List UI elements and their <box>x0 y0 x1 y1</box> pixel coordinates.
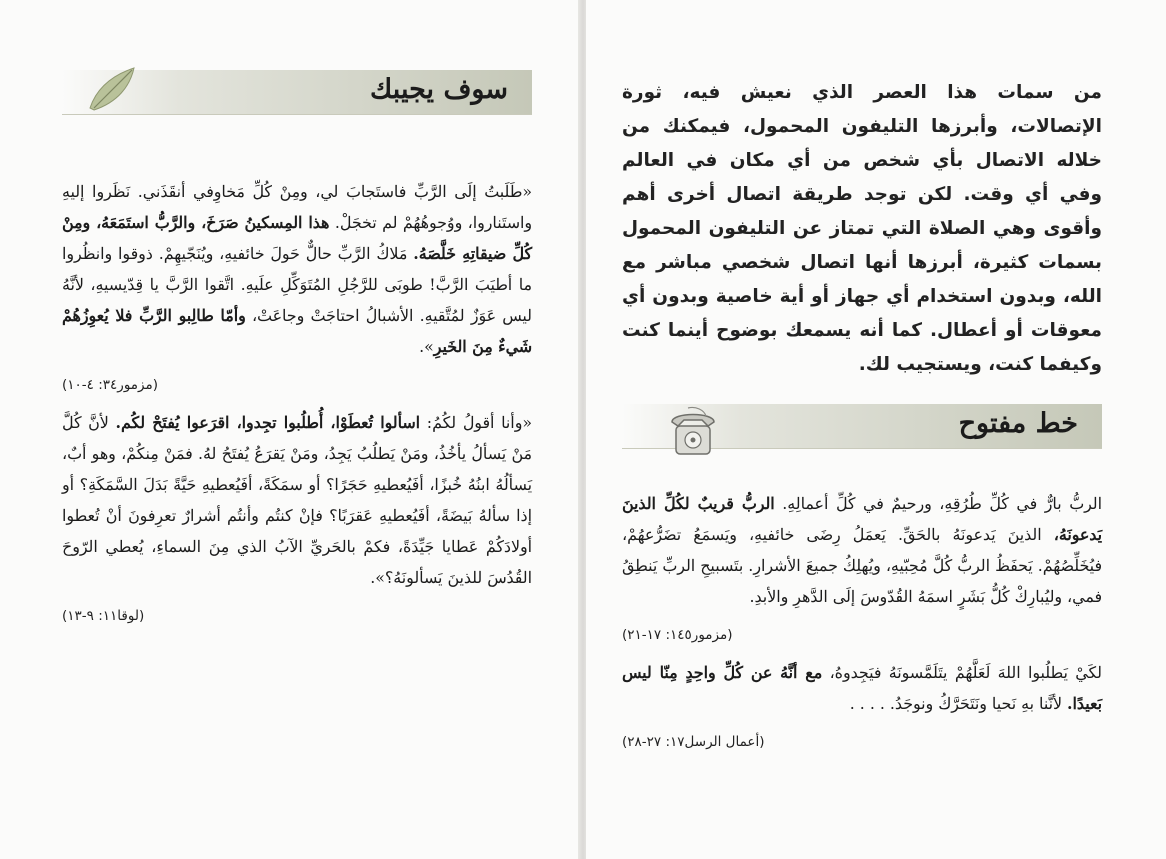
psalm-145-verse <box>622 488 1102 612</box>
left-text-column <box>62 176 532 638</box>
verse-bold-text: اسألوا تُعطَوْا، أُطلُبوا تجِدوا، اقرَعوا يُفتَحْ لكُم. <box>115 413 421 432</box>
verse-text: مَلاكُ الرَّبِّ حالٌّ حَولَ خائفيهِ، ويُنَجّيهِمْ. ذوقوا وانظُروا ما أطيَبَ الرَّبَّ! طوبَى للرَّجُلِ المُتَوَكِّلِ علَيهِ. اتَّقوا الرَّبَّ يا قِدّيسيهِ، لأنَّهُ ليس عَوَزٌ لمُتَّقيهِ. الأشبالُ احتاجَتْ وجاعَتْ، <box>62 244 532 325</box>
verse-text: الذينَ يَدعونَهُ بالحَقِّ. يَعمَلُ رِضَى خائفيهِ، ويَسمَعُ تضَرُّعهُمْ، فيُخَلِّصُهُمْ. يَحفَظُ الربُّ كُلَّ مُحِبّيهِ، ويُهلِكُ جميعَ الأشرارِ. بتَسبيحِ الربِّ يَنطِقُ فمي، وليُبارِكْ كُلُّ بَشَرٍ اسمَهُ القُدّوسَ إلَى الدَّهرِ والأبدِ. <box>622 525 1102 606</box>
right-heading: خط مفتوح <box>958 408 1078 439</box>
verse-reference: (مزمور٣٤: ٤-١٠) <box>62 377 158 393</box>
verse-text: «طَلَبتُ إلَى الرَّبِّ فاستَجابَ لي، ومِنْ كُلِّ مَخاوِفي أنقَذَني. نَظَروا إليهِ واستَناروا، ووُجوهُهُمْ لم تخجَلْ. <box>62 182 533 232</box>
luke-11-verse <box>62 407 532 593</box>
intro-paragraph: من سمات هذا العصر الذي نعيش فيه، ثورة الإتصالات، وأبرزها التليفون المحمول، فيمكنك من خلاله الاتصال بأي شخص من أي مكان في العالم وفي أي وقت. لكن توجد طريقة اتصال أخرى أهم وأقوى وهي الصلاة التي تمتاز عن التليفون المحمول بسمات كثيرة، أبرزها أنها اتصال شخصي مباشر مع الله، وبدون استخدام أي جهاز أو أية خاصية وبدون أي معوقات أو أعطال. كما أنه يسمعك بوضوح أينما كنت وكيفما كنت، ويستجيب لك. <box>622 82 1102 375</box>
verse-text: ». <box>419 337 434 356</box>
verse-text: الربُّ بارٌّ في كُلِّ طُرُقِهِ، ورحيمٌ في كُلِّ أعمالِهِ. <box>774 494 1103 513</box>
telephone-icon <box>668 404 718 458</box>
verse-reference: (مزمور١٤٥: ١٧-٢١) <box>622 627 733 643</box>
verse-bold-text: الربُّ قريبٌ لكُلِّ الذينَ يَدعونَهُ، <box>622 494 1102 544</box>
verse-reference: (لوقا١١: ٩-١٣) <box>62 608 145 624</box>
verse-reference: (أعمال الرسل١٧: ٢٧-٢٨) <box>622 734 765 750</box>
left-heading: سوف يجيبك <box>370 74 508 105</box>
verse-text: لكَيْ يَطلُبوا اللهَ لَعَلَّهُمْ يتَلَمَّسونَهُ فيَجِدوهُ، <box>822 663 1102 682</box>
left-page <box>0 0 580 859</box>
verse-text: لأنَّنا بهِ نَحيا ونَتَحَرَّكُ ونوجَدُ. . . . . <box>849 694 1068 713</box>
right-page <box>586 0 1166 859</box>
verse-bold-text: هذا المِسكينُ صَرَخَ، والرَّبُّ استَمَعَهُ، ومِنْ كُلِّ ضيقاتِهِ خَلَّصَهُ. <box>62 213 532 263</box>
verse-text: «وأنا أقولُ لكُمُ: <box>420 413 532 432</box>
acts-17-verse <box>622 657 1102 719</box>
verse-bold-text: وأمّا طالِبو الرَّبِّ فلا يُعوِزُهُمْ شَيءٌ مِنَ الخَيرِ <box>62 306 532 356</box>
verse-text: لأنَّ كُلَّ مَنْ يَسألُ يأخُذُ، ومَنْ يَطلُبُ يَجِدُ، ومَنْ يَقرَعُ يُفتَحُ لهُ. فمَنْ مِنكُمْ، وهو أبٌ، يَسألُهُ ابنُهُ خُبزًا، أفَيُعطيهِ حَجَرًا؟ أو سمَكَةً، أفَيُعطيهِ حَيَّةً بَدَلَ السَّمَكَةِ؟ أو إذا سألهُ بَيضَةً، أفَيُعطيهِ عَقرَبًا؟ فإنْ كنتُم وأنتُم أشرارٌ تعرِفونَ أنْ تُعطوا أولادَكُمْ عَطايا جَيِّدَةً، فكمْ بالحَريِّ الآبُ الذي مِنَ السماءِ، يُعطي الرّوحَ القُدُسَ للذينَ يَسألونَهُ؟». <box>62 413 532 587</box>
right-text-column <box>622 488 1102 764</box>
psalm-34-verse <box>62 176 532 362</box>
verse-bold-text: مع أنَّهُ عن كُلِّ واحِدٍ مِنّا ليس بَعيدًا. <box>622 663 1102 713</box>
leaf-icon <box>84 64 140 114</box>
